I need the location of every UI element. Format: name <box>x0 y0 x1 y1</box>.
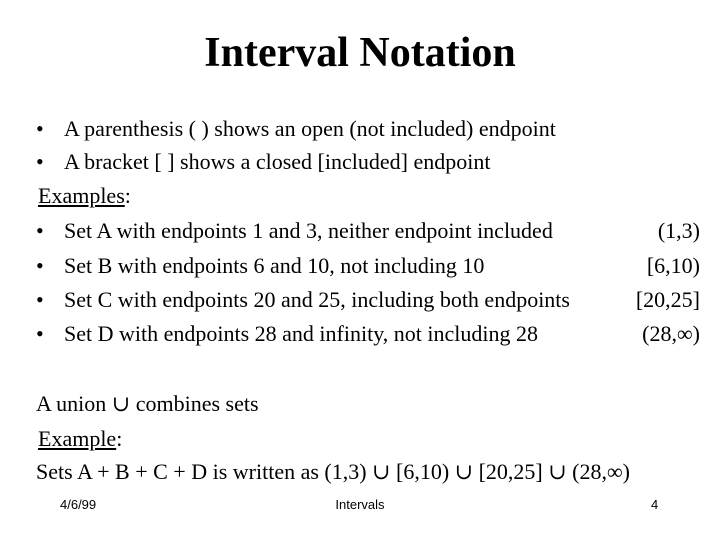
footer-title: Intervals <box>335 497 385 512</box>
bullet-item <box>36 114 706 144</box>
example-item <box>36 319 706 349</box>
example-heading-colon: : <box>116 426 123 451</box>
bullet-glyph: • <box>36 321 44 346</box>
example-heading <box>38 424 122 454</box>
examples-heading <box>38 181 131 211</box>
example-text: Set B with endpoints 6 and 10, not including 10 <box>64 253 485 278</box>
bullet-glyph: • <box>36 149 44 174</box>
example-notation: [6,10) <box>646 253 700 278</box>
example-union-text: Sets A + B + C + D is written as (1,3) ∪ [6,10) ∪ [20,25] ∪ (28,∞) <box>36 459 630 484</box>
union-text: A union ∪ combines sets <box>36 391 259 416</box>
bullet-glyph: • <box>36 116 44 141</box>
bullet-glyph: • <box>36 218 44 243</box>
slide-title: Interval Notation <box>204 30 516 76</box>
bullet-glyph: • <box>36 253 44 278</box>
example-text: Set D with endpoints 28 and infinity, not including 28 <box>64 321 538 346</box>
page-number: 4 <box>651 497 659 512</box>
bullet-text: A bracket [ ] shows a closed [included] endpoint <box>64 149 491 174</box>
example-line <box>36 457 706 487</box>
example-notation: [20,25] <box>635 287 700 312</box>
example-item <box>36 216 706 246</box>
bullet-text: A parenthesis ( ) shows an open (not included) endpoint <box>64 116 556 141</box>
example-item <box>36 251 706 281</box>
examples-heading-label: Examples <box>38 183 125 208</box>
union-line <box>36 389 706 419</box>
bullet-item <box>36 147 706 177</box>
examples-heading-colon: : <box>124 183 131 208</box>
example-notation: (1,3) <box>657 218 700 243</box>
example-text: Set A with endpoints 1 and 3, neither endpoint included <box>64 218 553 243</box>
example-item <box>36 285 706 315</box>
examples-heading-line <box>36 181 706 211</box>
example-heading-label: Example <box>38 426 117 451</box>
example-text: Set C with endpoints 20 and 25, including both endpoints <box>64 287 570 312</box>
footer-date: 4/6/99 <box>60 497 97 512</box>
example-notation: (28,∞) <box>642 321 700 346</box>
example-heading-line <box>36 424 706 454</box>
bullet-glyph: • <box>36 287 44 312</box>
